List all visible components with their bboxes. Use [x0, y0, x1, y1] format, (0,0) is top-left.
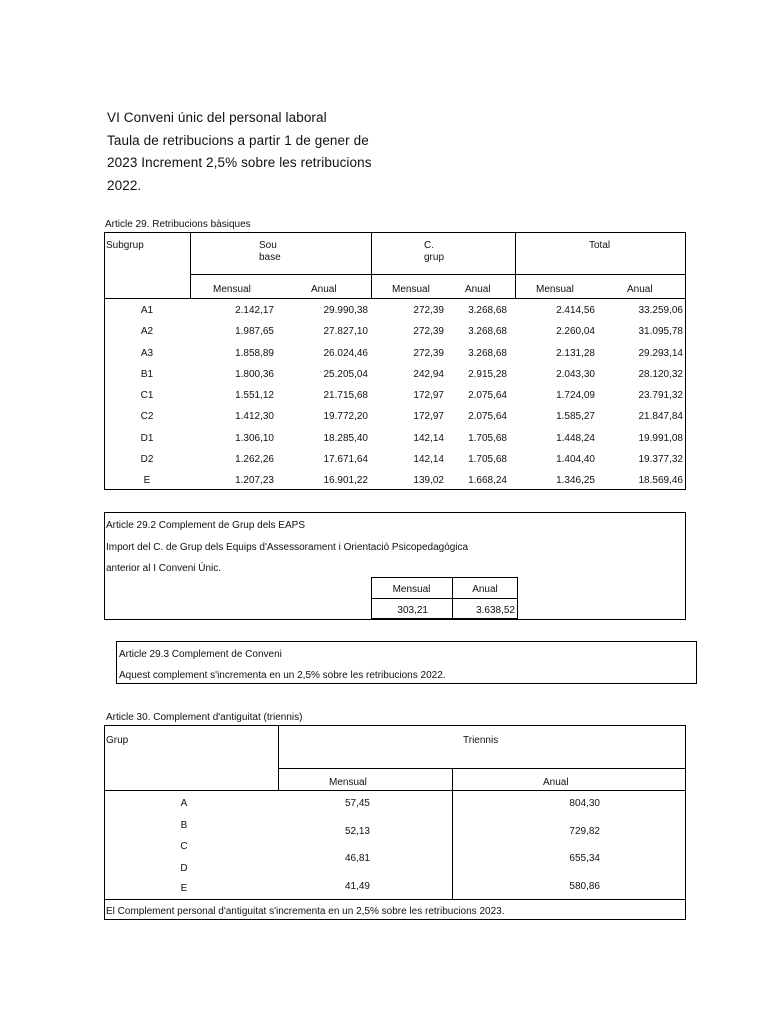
- art29-cell-total-anual: 29.293,14: [638, 348, 683, 359]
- art30-col-triennis: Triennis: [463, 735, 499, 746]
- art29-group-cgrup-1: C.: [424, 240, 434, 251]
- art29-cell-sou-anual: 29.990,38: [323, 305, 368, 316]
- art29-cell-subgrup: A3: [140, 348, 154, 359]
- art30-cell-anual: 804,30: [569, 798, 600, 809]
- art29-cell-total-mensual: 1.724,09: [556, 390, 595, 401]
- art29-cell-sou-mensual: 1.306,10: [235, 433, 274, 444]
- art30-col-grup: Grup: [106, 735, 129, 746]
- art29-cell-subgrup: C1: [140, 390, 154, 401]
- art29-group-cgrup-2: grup: [424, 252, 445, 263]
- art29-cell-cgrup-anual: 2.075,64: [468, 411, 507, 422]
- art30-head-anual: Anual: [543, 777, 569, 788]
- art29-cell-total-anual: 33.259,06: [638, 305, 683, 316]
- art29-group-sou-1: Sou: [259, 240, 277, 251]
- art30-footnote: El Complement personal d'antiguitat s'incrementa en un 2,5% sobre les retribucions 2023.: [106, 906, 505, 917]
- art29-cell-subgrup: E: [143, 475, 151, 486]
- art30-cell-anual: 580,86: [569, 881, 600, 892]
- art29-cell-total-mensual: 2.043,30: [556, 369, 595, 380]
- art29-divider: [104, 298, 686, 299]
- art29-group-total: Total: [589, 240, 611, 251]
- art29-cell-total-anual: 23.791,32: [638, 390, 683, 401]
- art29-divider: [371, 232, 372, 299]
- art30-cell-anual: 729,82: [569, 826, 600, 837]
- art29-cell-total-mensual: 2.131,28: [556, 348, 595, 359]
- art29-cell-subgrup: D2: [140, 454, 154, 465]
- art29-cell-total-mensual: 1.448,24: [556, 433, 595, 444]
- art29-cell-cgrup-anual: 1.668,24: [468, 475, 507, 486]
- art29-cell-cgrup-mensual: 139,02: [413, 475, 444, 486]
- art29-divider: [190, 232, 191, 299]
- title-line-4: 2022.: [107, 177, 142, 193]
- art29-2-description: Import del C. de Grup dels Equips d'Assessorament i Orientació Psicopedagògica: [106, 542, 469, 553]
- art30-cell-mensual: 41,49: [344, 881, 370, 892]
- art29-cell-total-mensual: 2.414,56: [556, 305, 595, 316]
- art29-2-value-anual: 3.638,52: [476, 605, 515, 616]
- art29-head-mensual: Mensual: [213, 284, 251, 295]
- art30-cell-grup: E: [180, 883, 188, 894]
- art30-cell-grup: B: [180, 820, 188, 831]
- art29-head-anual: Anual: [311, 284, 337, 295]
- art30-divider: [278, 725, 279, 791]
- art29-3-description: Aquest complement s'incrementa en un 2,5% sobre les retribucions 2022.: [119, 670, 446, 681]
- art29-cell-cgrup-anual: 3.268,68: [468, 326, 507, 337]
- art29-divider: [190, 274, 686, 275]
- art30-cell-anual: 655,34: [569, 853, 600, 864]
- art29-cell-subgrup: D1: [140, 433, 154, 444]
- art30-divider: [104, 899, 686, 900]
- art29-cell-cgrup-anual: 3.268,68: [468, 348, 507, 359]
- art29-cell-cgrup-anual: 1.705,68: [468, 433, 507, 444]
- art29-cell-total-mensual: 1.585,27: [556, 411, 595, 422]
- art29-cell-subgrup: C2: [140, 411, 154, 422]
- art29-cell-total-anual: 19.377,32: [638, 454, 683, 465]
- art29-cell-cgrup-mensual: 172,97: [413, 411, 444, 422]
- art29-cell-sou-mensual: 1.207,23: [235, 475, 274, 486]
- art29-col-subgrup: Subgrup: [106, 240, 144, 251]
- art29-cell-sou-anual: 26.024,46: [323, 348, 368, 359]
- art30-caption: Article 30. Complement d'antiguitat (triennis): [106, 712, 303, 723]
- art29-cell-subgrup: A2: [140, 326, 154, 337]
- art30-cell-grup: C: [180, 841, 188, 852]
- art29-cell-total-anual: 19.991,08: [638, 433, 683, 444]
- art29-cell-cgrup-mensual: 172,97: [413, 390, 444, 401]
- art29-divider: [515, 232, 516, 299]
- art29-cell-cgrup-mensual: 272,39: [413, 326, 444, 337]
- art29-cell-total-anual: 31.095,78: [638, 326, 683, 337]
- art29-cell-sou-mensual: 1.858,89: [235, 348, 274, 359]
- art29-cell-sou-anual: 19.772,20: [323, 411, 368, 422]
- art29-cell-sou-mensual: 1.987,65: [235, 326, 274, 337]
- art29-cell-sou-anual: 21.715,68: [323, 390, 368, 401]
- art29-cell-sou-anual: 17.671,64: [323, 454, 368, 465]
- art29-2-head-anual: Anual: [472, 584, 498, 595]
- art29-cell-cgrup-anual: 3.268,68: [468, 305, 507, 316]
- art29-2-description-cont: anterior al I Conveni Únic.: [106, 563, 222, 574]
- art29-cell-subgrup: B1: [140, 369, 154, 380]
- title-line-2: Taula de retribucions a partir 1 de gener de: [107, 132, 369, 148]
- art29-cell-sou-anual: 18.285,40: [323, 433, 368, 444]
- art29-table: [104, 232, 686, 490]
- art29-head-mensual: Mensual: [392, 284, 430, 295]
- art30-head-mensual: Mensual: [329, 777, 367, 788]
- art29-cell-sou-anual: 27.827,10: [323, 326, 368, 337]
- art29-cell-sou-mensual: 1.800,36: [235, 369, 274, 380]
- art29-cell-cgrup-mensual: 142,14: [413, 433, 444, 444]
- document-title: [107, 107, 372, 197]
- art30-cell-mensual: 52,13: [344, 826, 370, 837]
- art30-divider: [278, 768, 686, 769]
- art29-cell-cgrup-anual: 2.075,64: [468, 390, 507, 401]
- art29-cell-total-mensual: 1.404,40: [556, 454, 595, 465]
- art29-2-head-mensual: Mensual: [392, 584, 431, 595]
- art30-divider: [104, 790, 686, 791]
- art29-cell-cgrup-mensual: 272,39: [413, 305, 444, 316]
- art29-3-title: Article 29.3 Complement de Conveni: [119, 649, 282, 660]
- art29-cell-sou-anual: 25.205,04: [323, 369, 368, 380]
- art29-group-sou-2: base: [259, 252, 281, 263]
- title-line-3: 2023 Increment 2,5% sobre les retribucions: [107, 155, 372, 170]
- art29-cell-cgrup-mensual: 242,94: [413, 369, 444, 380]
- art30-cell-mensual: 57,45: [344, 798, 370, 809]
- art29-cell-total-mensual: 2.260,04: [556, 326, 595, 337]
- art30-cell-mensual: 46,81: [344, 853, 370, 864]
- art29-cell-cgrup-mensual: 142,14: [413, 454, 444, 465]
- art29-cell-total-anual: 18.569,46: [638, 475, 683, 486]
- art29-cell-cgrup-anual: 2.915,28: [468, 369, 507, 380]
- art29-head-anual: Anual: [627, 284, 653, 295]
- title-line-1: VI Conveni únic del personal laboral: [107, 110, 327, 125]
- art29-cell-subgrup: A1: [140, 305, 154, 316]
- art29-cell-total-anual: 28.120,32: [638, 369, 683, 380]
- art29-cell-sou-mensual: 1.262,26: [235, 454, 274, 465]
- art29-cell-total-anual: 21.847,84: [638, 411, 683, 422]
- art29-cell-sou-mensual: 1.412,30: [235, 411, 274, 422]
- art29-head-anual: Anual: [465, 284, 491, 295]
- art29-cell-sou-mensual: 1.551,12: [235, 390, 274, 401]
- art29-2-value-mensual: 303,21: [397, 605, 428, 616]
- art29-cell-cgrup-mensual: 272,39: [413, 348, 444, 359]
- art29-2-divider: [371, 598, 518, 599]
- art29-head-mensual: Mensual: [536, 284, 574, 295]
- art29-cell-sou-mensual: 2.142,17: [235, 305, 274, 316]
- art29-cell-cgrup-anual: 1.705,68: [468, 454, 507, 465]
- art29-cell-total-mensual: 1.346,25: [556, 475, 595, 486]
- art29-cell-sou-anual: 16.901,22: [323, 475, 368, 486]
- art30-cell-grup: A: [180, 798, 188, 809]
- art30-cell-grup: D: [180, 863, 188, 874]
- art29-caption: Article 29. Retribucions bàsiques: [105, 219, 251, 230]
- art29-2-title: Article 29.2 Complement de Grup dels EAPS: [106, 520, 305, 531]
